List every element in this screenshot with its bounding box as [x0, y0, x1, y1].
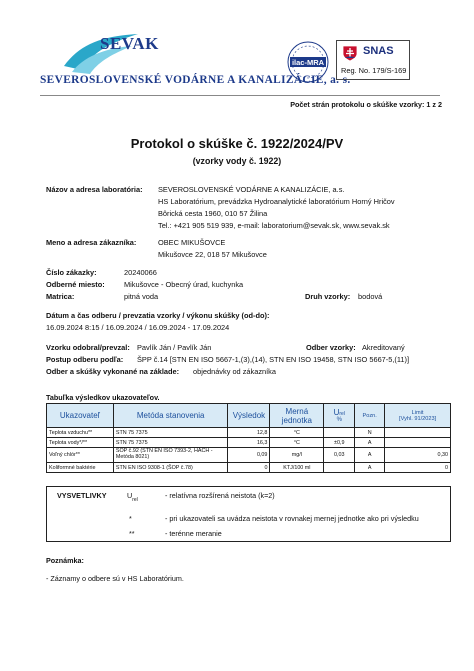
col-unit-line2: jednotka	[281, 415, 312, 425]
cell-result: 16,3	[228, 438, 270, 448]
cell-limit: 0	[385, 463, 451, 473]
matrix-label: Matrica:	[46, 292, 75, 301]
procedure-value: ŠPP č.14 [STN EN ISO 5667-1,(3),(14), STN EN ISO 19458, STN ISO 5667-5,(11)]	[137, 355, 410, 364]
col-limit-line1: Limit	[411, 409, 424, 416]
ilac-mra-logo-icon	[286, 40, 330, 84]
col-limit-line2: [Vyhl. 91/2023]	[399, 415, 437, 422]
protocol-title: Protokol o skúške č. 1922/2024/PV	[130, 136, 344, 151]
cell-result: 12,8	[228, 428, 270, 438]
cell-urel	[324, 428, 355, 438]
cell-unit: °C	[270, 438, 324, 448]
company-name: SEVEROSLOVENSKÉ VODÁRNE A KANALIZÁCIE, a. s.	[40, 74, 351, 86]
cell-urel: ±0,9	[324, 438, 355, 448]
sampler-type-label: Odber vzorky:	[306, 343, 356, 352]
col-unit	[270, 404, 324, 428]
sampler-value: Pavlík Ján / Pavlík Ján	[137, 343, 212, 352]
cell-method: ŠOP č.92 (STN EN ISO 7393-2, HACH - Metóda 8021)	[113, 448, 228, 463]
cell-indicator: Voľný chlór**	[47, 448, 114, 463]
cell-urel	[324, 463, 355, 473]
cell-result: 0	[228, 463, 270, 473]
table-row	[47, 438, 451, 448]
ilac-text: ilac-MRA	[291, 58, 325, 67]
sampler-type-value: Akreditovaný	[362, 343, 405, 352]
col-result: Výsledok	[228, 404, 270, 428]
cell-indicator: Teplota vzduchu**	[47, 428, 114, 438]
legend-box	[46, 486, 451, 542]
cell-method: STN 75 7375	[113, 438, 228, 448]
lab-line1: SEVEROSLOVENSKÉ VODÁRNE A KANALIZÁCIE, a.s.	[158, 185, 345, 194]
customer-line1: OBEC MIKUŠOVCE	[158, 238, 226, 247]
page-count: Počet strán protokolu o skúške vzorky: 1 z 2	[290, 100, 442, 109]
col-indicator: Ukazovateľ	[47, 404, 114, 428]
legend-urel-text: - relatívna rozšírená neistota (k=2)	[165, 491, 275, 500]
cell-urel: 0,03	[324, 448, 355, 463]
col-pozn: Pozn.	[355, 404, 385, 428]
col-urel	[324, 404, 355, 428]
col-urel-sub: rel	[339, 411, 345, 417]
legend-u-sub: rel	[132, 497, 138, 503]
cell-pozn: A	[355, 438, 385, 448]
legend-u: U	[127, 491, 133, 500]
legend-urel-symbol	[127, 491, 138, 503]
cell-method: STN EN ISO 9308-1 (ŠOP č.78)	[113, 463, 228, 473]
col-method: Metóda stanovenia	[113, 404, 228, 428]
sample-type-value: bodová	[358, 292, 383, 301]
sample-type-label: Druh vzorky:	[305, 292, 351, 301]
legend-dstar-symbol: **	[129, 529, 135, 538]
table-row	[47, 448, 451, 463]
results-table	[46, 403, 451, 473]
protocol-subtitle: (vzorky vody č. 1922)	[192, 156, 282, 166]
table-row	[47, 428, 451, 438]
place-label: Odberné miesto:	[46, 280, 105, 289]
legend-star-text: - pri ukazovateli sa uvádza neistota v rovnakej mernej jednotke ako pri výsledku	[165, 514, 419, 523]
cell-limit: 0,30	[385, 448, 451, 463]
dates-value: 16.09.2024 8:15 / 16.09.2024 / 16.09.2024 - 17.09.2024	[46, 323, 230, 332]
results-header-row	[47, 404, 451, 428]
cell-result: 0,09	[228, 448, 270, 463]
customer-line2: Mikušovce 22, 018 57 Mikušovce	[158, 250, 267, 259]
basis-label: Odber a skúšky vykonané na základe:	[46, 367, 180, 376]
basis-value: objednávky od zákazníka	[193, 367, 276, 376]
customer-label: Meno a adresa zákazníka:	[46, 238, 137, 247]
logo-wordmark: SEVAK	[100, 34, 159, 53]
cell-limit	[385, 428, 451, 438]
col-unit-line1: Merná	[285, 406, 309, 416]
cell-pozn: A	[355, 463, 385, 473]
order-label: Číslo zákazky:	[46, 268, 97, 277]
lab-line3: Bôrická cesta 1960, 010 57 Žilina	[158, 209, 268, 218]
col-urel-pct: %	[336, 417, 342, 423]
cell-indicator: Teplota vody*/**	[47, 438, 114, 448]
table-row	[47, 463, 451, 473]
cell-pozn: A	[355, 448, 385, 463]
note-title: Poznámka:	[46, 556, 84, 565]
lab-label: Názov a adresa laboratória:	[46, 185, 143, 194]
cell-method: STN 75 7375	[113, 428, 228, 438]
legend-title: VYSVETLIVKY	[57, 491, 107, 500]
cell-unit: KTJ/100 ml	[270, 463, 324, 473]
cell-pozn: N	[355, 428, 385, 438]
cell-limit	[385, 438, 451, 448]
snas-registration: Reg. No. 179/S-169	[341, 66, 407, 75]
sampler-label: Vzorku odobral/prevzal:	[46, 343, 130, 352]
place-value: Mikušovce - Obecný úrad, kuchynka	[124, 280, 244, 289]
cell-unit: °C	[270, 428, 324, 438]
legend-star-symbol: *	[129, 514, 132, 523]
snas-accreditation-badge	[336, 40, 410, 80]
snas-name: SNAS	[363, 45, 394, 57]
dates-label: Dátum a čas odberu / prevzatia vzorky / výkonu skúšky (od-do):	[46, 311, 270, 320]
note-text: - Záznamy o odbere sú v HS Laboratórium.	[46, 574, 184, 583]
col-limit	[385, 404, 451, 428]
matrix-value: pitná voda	[124, 292, 159, 301]
col-urel-symbol: U	[333, 408, 340, 417]
header-divider	[40, 95, 440, 96]
lab-line2: HS Laboratórium, prevádzka Hydroanalytické laboratórium Horný Hričov	[158, 197, 395, 206]
cell-indicator: Koliformné baktérie	[47, 463, 114, 473]
slovak-coat-of-arms-icon	[341, 44, 359, 62]
cell-unit: mg/l	[270, 448, 324, 463]
results-table-title: Tabuľka výsledkov ukazovateľov.	[46, 393, 160, 402]
procedure-label: Postup odberu podľa:	[46, 355, 124, 364]
lab-line4: Tel.: +421 905 519 939, e-mail: laboratorium@sevak.sk, www.sevak.sk	[158, 221, 390, 230]
order-value: 20240066	[124, 268, 157, 277]
legend-dstar-text: - terénne meranie	[165, 529, 222, 538]
